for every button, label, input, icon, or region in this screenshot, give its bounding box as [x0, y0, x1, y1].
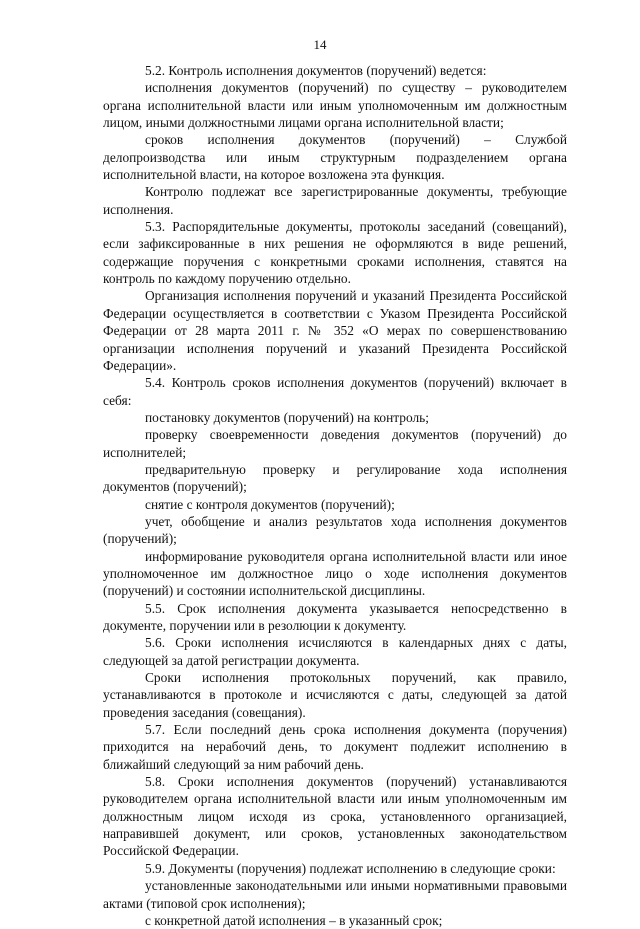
list-item-typical-deadline: установленные законодательными или иными нормативными правовыми актами (типовой срок исполнения);	[103, 878, 567, 911]
list-item-specific-date: с конкретной датой исполнения – в указанный срок;	[145, 912, 443, 928]
paragraph-control-deadlines: сроков исполнения документов (поручений) – Службой делопроизводства или иным структурным подразделением органа исполнительной власти, на которое возложена эта функция.	[103, 132, 567, 183]
page-number: 14	[313, 37, 327, 52]
paragraph-5-6: 5.6. Сроки исполнения исчисляются в календарных днях с даты, следующей за датой регистрации документа.	[103, 635, 567, 668]
paragraph-5-8: 5.8. Сроки исполнения документов (поручений) устанавливаются руководителем органа исполнительной власти или иным уполномоченным им должностным лицом исходя из срока, установленного организацией, направившей документ, или сроков, установленных законодательством Российской Федерации.	[103, 774, 567, 859]
paragraph-president-orders: Организация исполнения поручений и указаний Президента Российской Федерации осуществляется в соответствии с Указом Президента Российской Федерации от 28 марта 2011 г. № 352 «О мерах по совершенствованию организации исполнения поручений и указаний Президента Российской Федерации».	[103, 288, 567, 373]
list-item-timeliness-check: проверку своевременности доведения документов (поручений) до исполнителей;	[103, 427, 567, 460]
list-item-placing-on-control: постановку документов (поручений) на контроль;	[145, 409, 430, 425]
paragraph-5-7: 5.7. Если последний день срока исполнения документа (поручения) приходится на нерабочий день, то документ подлежит исполнению в ближайший следующий за ним рабочий день.	[103, 722, 567, 772]
document-body	[103, 62, 567, 929]
list-item-preliminary-check: предварительную проверку и регулирование хода исполнения документов (поручений);	[103, 461, 567, 495]
list-item-informing: информирование руководителя органа исполнительной власти или иное уполномоченное им должностное лицо о ходе исполнения документов (поручений) и состоянии исполнительской дисциплины.	[103, 548, 567, 599]
list-item-removal-from-control: снятие с контроля документов (поручений);	[145, 496, 395, 512]
paragraph-registered-documents: Контролю подлежат все зарегистрированные документы, требующие исполнения.	[103, 184, 567, 217]
paragraph-5-3: 5.3. Распорядительные документы, протоколы заседаний (совещаний), если зафиксированные в них решения не оформляются в виде решений, содержащие поручения с конкретными сроками исполнения, ставятся на контроль по каждому поручению отдельно.	[103, 219, 567, 287]
list-item-accounting-analysis: учет, обобщение и анализ результатов хода исполнения документов (поручений);	[103, 513, 567, 547]
paragraph-5-5: 5.5. Срок исполнения документа указывается непосредственно в документе, поручении или в резолюции к документу.	[103, 600, 567, 633]
paragraph-5-9: 5.9. Документы (поручения) подлежат исполнению в следующие сроки:	[145, 860, 556, 876]
paragraph-5-2: 5.2. Контроль исполнения документов (поручений) ведется:	[145, 63, 487, 78]
paragraph-5-4: 5.4. Контроль сроков исполнения документов (поручений) включает в себя:	[103, 375, 567, 408]
paragraph-control-substance: исполнения документов (поручений) по существу – руководителем органа исполнительной власти или иным уполномоченным им должностным лицом, иными должностными лицами органа исполнительной власти;	[103, 80, 567, 131]
paragraph-protocol-deadlines: Сроки исполнения протокольных поручений, как правило, устанавливаются в протоколе и исчисляются с даты, следующей за датой проведения заседания (совещания).	[103, 670, 567, 720]
